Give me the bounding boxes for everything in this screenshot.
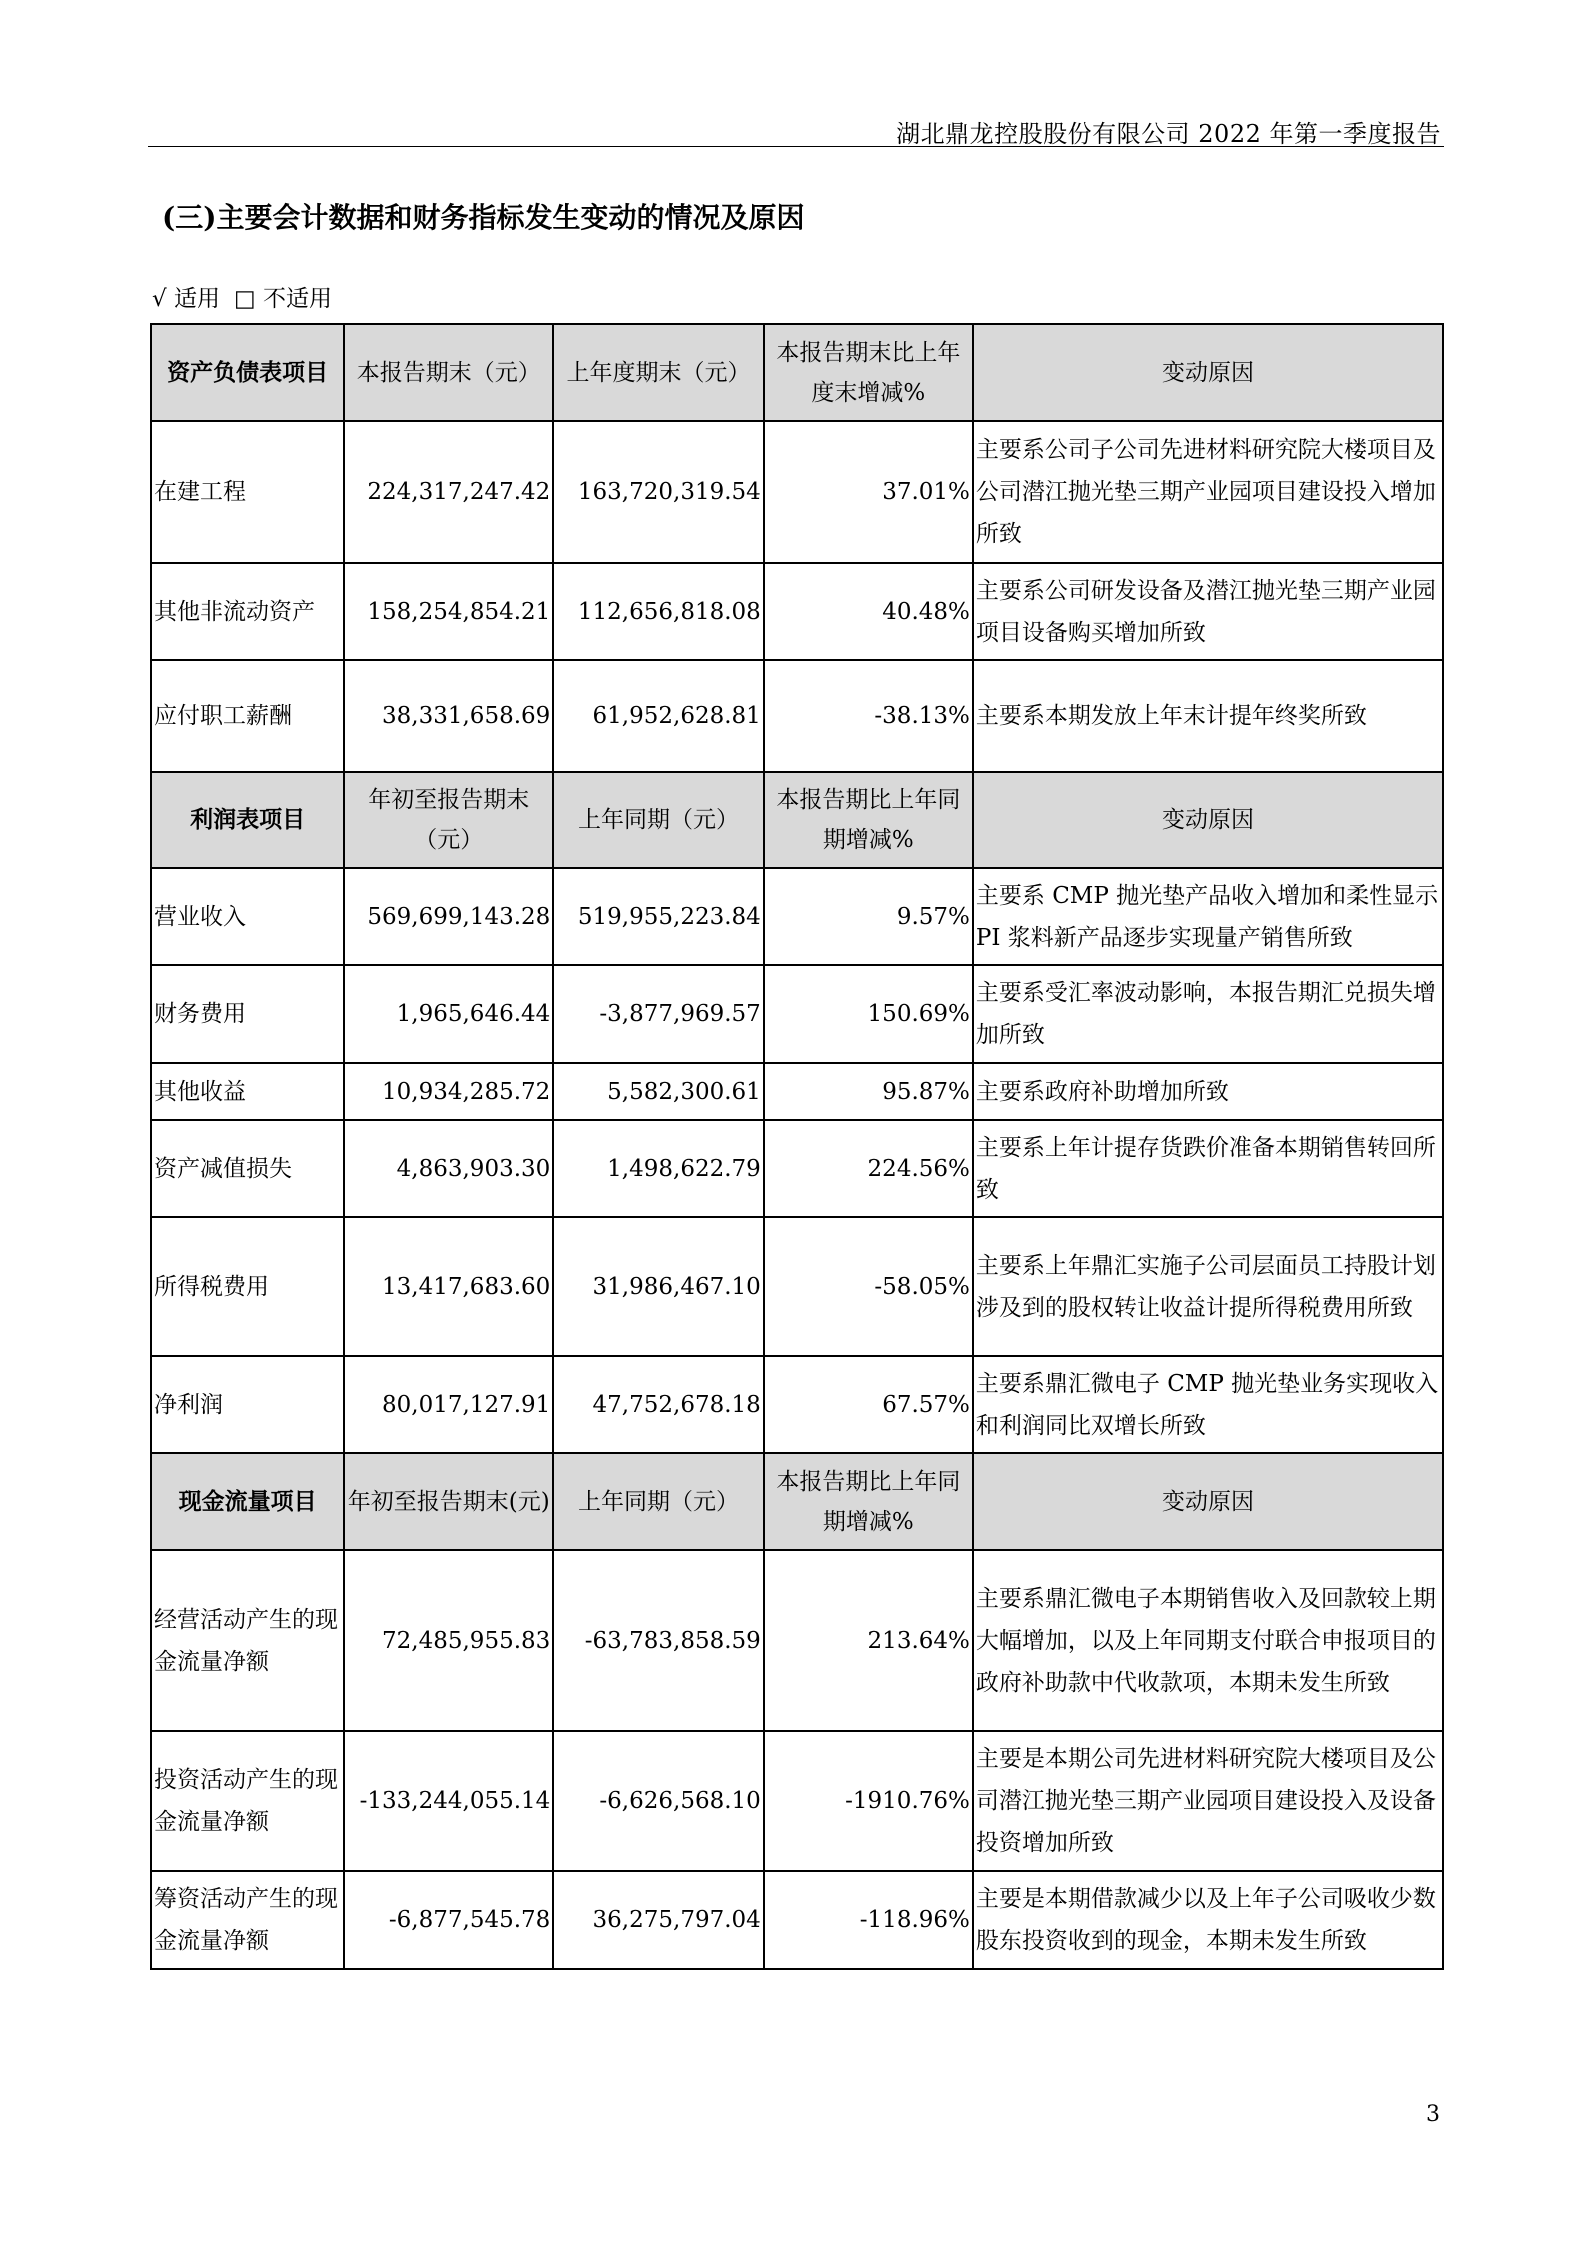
change-reason: 主要系上年计提存货跌价准备本期销售转回所致	[973, 1120, 1443, 1217]
previous-value: 1,498,622.79	[553, 1120, 764, 1217]
previous-value: 31,986,467.10	[553, 1217, 764, 1356]
item-name: 所得税费用	[151, 1217, 344, 1356]
change-percent: 9.57%	[764, 868, 973, 965]
change-percent: 224.56%	[764, 1120, 973, 1217]
item-name: 营业收入	[151, 868, 344, 965]
column-header: 本报告期末比上年度末增减%	[764, 324, 973, 421]
table-row	[151, 1217, 1443, 1356]
item-name: 筹资活动产生的现金流量净额	[151, 1871, 344, 1969]
current-value: 569,699,143.28	[344, 868, 553, 965]
previous-value: 519,955,223.84	[553, 868, 764, 965]
change-reason: 主要系公司研发设备及潜江抛光垫三期产业园项目设备购买增加所致	[973, 563, 1443, 660]
column-header: 上年同期（元）	[553, 1453, 764, 1550]
column-header: 上年度期末（元）	[553, 324, 764, 421]
previous-value: -6,626,568.10	[553, 1731, 764, 1871]
applicable-option: √ 适用	[152, 286, 220, 312]
previous-value: 5,582,300.61	[553, 1063, 764, 1120]
table-row	[151, 1731, 1443, 1871]
change-reasons-table	[150, 323, 1444, 1970]
change-reason: 主要系本期发放上年末计提年终奖所致	[973, 660, 1443, 772]
change-reason: 主要系公司子公司先进材料研究院大楼项目及公司潜江抛光垫三期产业园项目建设投入增加所致	[973, 421, 1443, 563]
item-name: 其他收益	[151, 1063, 344, 1120]
column-header: 资产负债表项目	[151, 324, 344, 421]
change-reason: 主要系政府补助增加所致	[973, 1063, 1443, 1120]
current-value: 72,485,955.83	[344, 1550, 553, 1731]
current-value: 4,863,903.30	[344, 1120, 553, 1217]
table-row	[151, 868, 1443, 965]
change-percent: -1910.76%	[764, 1731, 973, 1871]
change-reason: 主要系鼎汇微电子本期销售收入及回款较上期大幅增加，以及上年同期支付联合申报项目的政府补助款中代收款项，本期未发生所致	[973, 1550, 1443, 1731]
table-row	[151, 1356, 1443, 1453]
column-header: 本报告期比上年同期增减%	[764, 1453, 973, 1550]
previous-value: 36,275,797.04	[553, 1871, 764, 1969]
current-value: -133,244,055.14	[344, 1731, 553, 1871]
column-header: 上年同期（元）	[553, 772, 764, 868]
item-name: 投资活动产生的现金流量净额	[151, 1731, 344, 1871]
table-row	[151, 563, 1443, 660]
item-name: 在建工程	[151, 421, 344, 563]
column-header: 变动原因	[973, 1453, 1443, 1550]
current-value: 1,965,646.44	[344, 965, 553, 1063]
item-name: 财务费用	[151, 965, 344, 1063]
table-row	[151, 1063, 1443, 1120]
table-row	[151, 1120, 1443, 1217]
previous-value: 61,952,628.81	[553, 660, 764, 772]
current-value: 224,317,247.42	[344, 421, 553, 563]
change-percent: 37.01%	[764, 421, 973, 563]
column-header: 变动原因	[973, 324, 1443, 421]
item-name: 净利润	[151, 1356, 344, 1453]
table-row	[151, 965, 1443, 1063]
page-number: 3	[1426, 2102, 1440, 2127]
change-percent: 213.64%	[764, 1550, 973, 1731]
table-row	[151, 1550, 1443, 1731]
previous-value: -3,877,969.57	[553, 965, 764, 1063]
income-header-row	[151, 772, 1443, 868]
section-title: (三)主要会计数据和财务指标发生变动的情况及原因	[162, 201, 805, 234]
change-percent: 150.69%	[764, 965, 973, 1063]
column-header: 变动原因	[973, 772, 1443, 868]
item-name: 经营活动产生的现金流量净额	[151, 1550, 344, 1731]
current-value: 158,254,854.21	[344, 563, 553, 660]
change-percent: 67.57%	[764, 1356, 973, 1453]
applicability-line	[152, 280, 332, 313]
header-divider	[148, 146, 1444, 147]
current-value: 80,017,127.91	[344, 1356, 553, 1453]
change-reason: 主要系鼎汇微电子 CMP 抛光垫业务实现收入和利润同比双增长所致	[973, 1356, 1443, 1453]
change-reason: 主要系受汇率波动影响，本报告期汇兑损失增加所致	[973, 965, 1443, 1063]
change-reason: 主要是本期公司先进材料研究院大楼项目及公司潜江抛光垫三期产业园项目建设投入及设备投资增加所致	[973, 1731, 1443, 1871]
change-reason: 主要系上年鼎汇实施子公司层面员工持股计划涉及到的股权转让收益计提所得税费用所致	[973, 1217, 1443, 1356]
balance-header-row	[151, 324, 1443, 421]
current-value: -6,877,545.78	[344, 1871, 553, 1969]
current-value: 10,934,285.72	[344, 1063, 553, 1120]
previous-value: -63,783,858.59	[553, 1550, 764, 1731]
item-name: 应付职工薪酬	[151, 660, 344, 772]
column-header: 年初至报告期末（元）	[344, 772, 553, 868]
change-percent: 40.48%	[764, 563, 973, 660]
change-percent: 95.87%	[764, 1063, 973, 1120]
change-reason: 主要是本期借款减少以及上年子公司吸收少数股东投资收到的现金，本期未发生所致	[973, 1871, 1443, 1969]
change-percent: -118.96%	[764, 1871, 973, 1969]
column-header: 本报告期比上年同期增减%	[764, 772, 973, 868]
table-row	[151, 421, 1443, 563]
previous-value: 47,752,678.18	[553, 1356, 764, 1453]
column-header: 利润表项目	[151, 772, 344, 868]
table-row	[151, 660, 1443, 772]
column-header: 现金流量项目	[151, 1453, 344, 1550]
change-percent: -58.05%	[764, 1217, 973, 1356]
not-applicable-option: □ 不适用	[233, 286, 333, 312]
item-name: 其他非流动资产	[151, 563, 344, 660]
report-header-title: 湖北鼎龙控股股份有限公司 2022 年第一季度报告	[896, 120, 1441, 148]
item-name: 资产减值损失	[151, 1120, 344, 1217]
previous-value: 163,720,319.54	[553, 421, 764, 563]
table-row	[151, 1871, 1443, 1969]
current-value: 38,331,658.69	[344, 660, 553, 772]
previous-value: 112,656,818.08	[553, 563, 764, 660]
column-header: 本报告期末（元）	[344, 324, 553, 421]
cashflow-header-row	[151, 1453, 1443, 1550]
change-percent: -38.13%	[764, 660, 973, 772]
column-header: 年初至报告期末(元)	[344, 1453, 553, 1550]
change-reason: 主要系 CMP 抛光垫产品收入增加和柔性显示 PI 浆料新产品逐步实现量产销售所致	[973, 868, 1443, 965]
current-value: 13,417,683.60	[344, 1217, 553, 1356]
